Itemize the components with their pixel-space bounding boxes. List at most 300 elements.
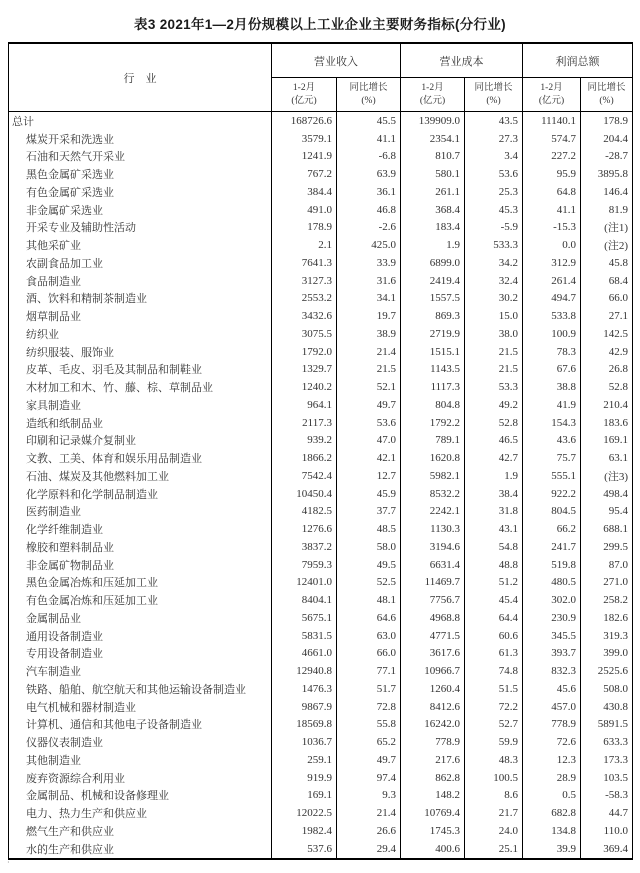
value-cell: 46.8 (337, 201, 401, 219)
value-cell: 1792.0 (272, 343, 337, 361)
value-cell: 832.3 (523, 662, 581, 680)
value-cell: 384.4 (272, 183, 337, 201)
value-cell: 4182.5 (272, 503, 337, 521)
value-cell: 258.2 (581, 591, 633, 609)
value-cell: 49.7 (337, 751, 401, 769)
value-cell: 28.9 (523, 769, 581, 787)
industry-name: 电力、热力生产和供应业 (26, 808, 147, 821)
table-row (9, 840, 633, 859)
table-row (9, 645, 633, 663)
table-row (9, 787, 633, 805)
value-cell: 3.4 (465, 148, 523, 166)
value-cell: 3194.6 (401, 538, 465, 556)
cost-value-header-line2: (亿元) (419, 95, 446, 106)
value-cell: 134.8 (523, 822, 581, 840)
industry-name: 化学纤维制造业 (26, 524, 103, 537)
table-row (9, 574, 633, 592)
value-cell: 4771.5 (401, 627, 465, 645)
industry-name: 印刷和记录媒介复制业 (26, 435, 136, 448)
value-cell: 8404.1 (272, 591, 337, 609)
value-cell: 7959.3 (272, 556, 337, 574)
value-cell: 11140.1 (523, 112, 581, 130)
table-row (9, 538, 633, 556)
value-cell: 2525.6 (581, 662, 633, 680)
revenue-value-header (272, 78, 337, 112)
value-cell: 10769.4 (401, 804, 465, 822)
profit-growth-header-line1: 同比增长 (587, 82, 626, 93)
value-cell: 2354.1 (401, 130, 465, 148)
value-cell: 1117.3 (401, 378, 465, 396)
value-cell: 74.8 (465, 662, 523, 680)
table-row (9, 804, 633, 822)
value-cell: 1557.5 (401, 290, 465, 308)
value-cell: 2242.1 (401, 503, 465, 521)
value-cell: 8412.6 (401, 698, 465, 716)
value-cell: 259.1 (272, 751, 337, 769)
value-cell: 52.5 (337, 574, 401, 592)
value-cell: 368.4 (401, 201, 465, 219)
revenue-growth-header-line2: (%) (361, 95, 376, 106)
value-cell: 9867.9 (272, 698, 337, 716)
table-row (9, 520, 633, 538)
value-cell: 2.1 (272, 236, 337, 254)
value-cell: 6631.4 (401, 556, 465, 574)
industry-name: 纺织业 (26, 328, 59, 341)
value-cell: 3895.8 (581, 165, 633, 183)
value-cell: 66.0 (337, 645, 401, 663)
value-cell: 78.3 (523, 343, 581, 361)
table-row (9, 609, 633, 627)
table-row (9, 716, 633, 734)
value-cell: 47.0 (337, 432, 401, 450)
value-cell: 45.3 (465, 201, 523, 219)
revenue-growth-header-line1: 同比增长 (349, 82, 388, 93)
value-cell: 182.6 (581, 609, 633, 627)
industry-name: 石油、煤炭及其他燃料加工业 (26, 470, 169, 483)
footnote-mark: · (7, 858, 10, 867)
value-cell: 261.1 (401, 183, 465, 201)
value-cell: 37.7 (337, 503, 401, 521)
value-cell: 4661.0 (272, 645, 337, 663)
table-row (9, 698, 633, 716)
industry-column-header: 行 业 (9, 43, 272, 112)
value-cell: 38.8 (523, 378, 581, 396)
value-cell: 183.6 (581, 414, 633, 432)
value-cell: 100.9 (523, 325, 581, 343)
value-cell: 25.1 (465, 840, 523, 859)
value-cell: 789.1 (401, 432, 465, 450)
value-cell: 210.4 (581, 396, 633, 414)
profit-value-header-line2: (亿元) (538, 95, 565, 106)
value-cell: 319.3 (581, 627, 633, 645)
value-cell: (注2) (581, 236, 633, 254)
value-cell: 204.4 (581, 130, 633, 148)
value-cell: 64.8 (523, 183, 581, 201)
industry-name: 石油和天然气开采业 (26, 151, 125, 164)
value-cell: 52.7 (465, 716, 523, 734)
value-cell: 430.8 (581, 698, 633, 716)
cost-value-header-line1: 1-2月 (421, 82, 444, 93)
industry-name: 仪器仪表制造业 (26, 737, 103, 750)
industry-name: 废弃资源综合利用业 (26, 772, 125, 785)
value-cell: 72.2 (465, 698, 523, 716)
value-cell: 39.9 (523, 840, 581, 859)
value-cell: 230.9 (523, 609, 581, 627)
industry-name: 铁路、船舶、航空航天和其他运输设备制造业 (26, 683, 246, 696)
table-row (9, 201, 633, 219)
cost-growth-header-line1: 同比增长 (474, 82, 513, 93)
value-cell: 26.6 (337, 822, 401, 840)
value-cell: 51.2 (465, 574, 523, 592)
value-cell: 533.3 (465, 236, 523, 254)
industry-name: 木材加工和木、竹、藤、棕、草制品业 (26, 382, 213, 395)
value-cell: 45.9 (337, 485, 401, 503)
table-row (9, 130, 633, 148)
industry-name: 总计 (12, 115, 34, 128)
value-cell: 12401.0 (272, 574, 337, 592)
value-cell: 6899.0 (401, 254, 465, 272)
industry-name: 黑色金属矿采选业 (26, 169, 114, 182)
value-cell: 48.1 (337, 591, 401, 609)
value-cell: 9.3 (337, 787, 401, 805)
value-cell: 3837.2 (272, 538, 337, 556)
value-cell: 75.7 (523, 449, 581, 467)
table-row (9, 769, 633, 787)
value-cell: 12.7 (337, 467, 401, 485)
value-cell: 54.8 (465, 538, 523, 556)
value-cell: 32.4 (465, 272, 523, 290)
value-cell: 42.7 (465, 449, 523, 467)
value-cell: 48.5 (337, 520, 401, 538)
value-cell: 1260.4 (401, 680, 465, 698)
value-cell: 154.3 (523, 414, 581, 432)
industry-name: 煤炭开采和洗选业 (26, 133, 114, 146)
value-cell: 45.6 (523, 680, 581, 698)
value-cell: 11469.7 (401, 574, 465, 592)
value-cell: 46.5 (465, 432, 523, 450)
industry-name: 烟草制品业 (26, 311, 81, 324)
value-cell: 81.9 (581, 201, 633, 219)
value-cell: 45.4 (465, 591, 523, 609)
table-row (9, 503, 633, 521)
table-row (9, 662, 633, 680)
value-cell: 12.3 (523, 751, 581, 769)
table-row (9, 219, 633, 237)
value-cell: 34.1 (337, 290, 401, 308)
industry-name: 化学原料和化学制品制造业 (26, 488, 158, 501)
table-row (9, 733, 633, 751)
value-cell: 53.6 (465, 165, 523, 183)
table-row (9, 432, 633, 450)
value-cell: 66.0 (581, 290, 633, 308)
value-cell: 24.0 (465, 822, 523, 840)
value-cell: 15.0 (465, 307, 523, 325)
value-cell: 173.3 (581, 751, 633, 769)
value-cell: 10450.4 (272, 485, 337, 503)
value-cell: 5831.5 (272, 627, 337, 645)
value-cell: 43.1 (465, 520, 523, 538)
value-cell: 345.5 (523, 627, 581, 645)
industry-name: 非金属矿采选业 (26, 204, 103, 217)
industry-name: 其他制造业 (26, 754, 81, 767)
cost-growth-header-line2: (%) (486, 95, 501, 106)
table-row (9, 378, 633, 396)
value-cell: 2553.2 (272, 290, 337, 308)
value-cell: 68.4 (581, 272, 633, 290)
value-cell: -5.9 (465, 219, 523, 237)
value-cell: 939.2 (272, 432, 337, 450)
value-cell: 63.1 (581, 449, 633, 467)
value-cell: 480.5 (523, 574, 581, 592)
value-cell: 922.2 (523, 485, 581, 503)
table-row (9, 822, 633, 840)
financial-indicators-table (8, 42, 633, 860)
value-cell: 168726.6 (272, 112, 337, 130)
value-cell: 45.8 (581, 254, 633, 272)
value-cell: 45.5 (337, 112, 401, 130)
value-cell: 30.2 (465, 290, 523, 308)
industry-name: 燃气生产和供应业 (26, 825, 114, 838)
industry-name: 有色金属矿采选业 (26, 186, 114, 199)
value-cell: -58.3 (581, 787, 633, 805)
industry-name: 水的生产和供应业 (26, 843, 114, 856)
value-cell: 491.0 (272, 201, 337, 219)
value-cell: 5675.1 (272, 609, 337, 627)
table-row (9, 591, 633, 609)
value-cell: 580.1 (401, 165, 465, 183)
value-cell: 49.2 (465, 396, 523, 414)
value-cell: 100.5 (465, 769, 523, 787)
profit-growth-header-line2: (%) (599, 95, 614, 106)
revenue-growth-header (337, 78, 401, 112)
value-cell: 1241.9 (272, 148, 337, 166)
value-cell: 1866.2 (272, 449, 337, 467)
value-cell: 41.1 (523, 201, 581, 219)
value-cell: 399.0 (581, 645, 633, 663)
value-cell: 7641.3 (272, 254, 337, 272)
table-row (9, 307, 633, 325)
value-cell: 87.0 (581, 556, 633, 574)
value-cell: 27.3 (465, 130, 523, 148)
value-cell: 0.5 (523, 787, 581, 805)
value-cell: 64.6 (337, 609, 401, 627)
value-cell: 1329.7 (272, 361, 337, 379)
value-cell: 61.3 (465, 645, 523, 663)
value-cell: 688.1 (581, 520, 633, 538)
value-cell: 63.9 (337, 165, 401, 183)
profit-group-header: 利润总额 (523, 43, 633, 78)
value-cell: 52.1 (337, 378, 401, 396)
industry-name: 其他采矿业 (26, 240, 81, 253)
industry-name: 电气机械和器材制造业 (26, 701, 136, 714)
value-cell: 7542.4 (272, 467, 337, 485)
value-cell: 1130.3 (401, 520, 465, 538)
value-cell: 41.1 (337, 130, 401, 148)
value-cell: 72.6 (523, 733, 581, 751)
value-cell: 400.6 (401, 840, 465, 859)
value-cell: 21.5 (337, 361, 401, 379)
industry-name: 计算机、通信和其他电子设备制造业 (26, 719, 202, 732)
value-cell: 21.5 (465, 343, 523, 361)
table-body (9, 112, 633, 859)
value-cell: 139909.0 (401, 112, 465, 130)
value-cell: 95.4 (581, 503, 633, 521)
value-cell: 12022.5 (272, 804, 337, 822)
value-cell: 555.1 (523, 467, 581, 485)
value-cell: 804.8 (401, 396, 465, 414)
value-cell: 25.3 (465, 183, 523, 201)
value-cell: 1276.6 (272, 520, 337, 538)
value-cell: 16242.0 (401, 716, 465, 734)
value-cell: 633.3 (581, 733, 633, 751)
cost-value-header (401, 78, 465, 112)
industry-name: 文教、工美、体育和娱乐用品制造业 (26, 453, 202, 466)
value-cell: 55.8 (337, 716, 401, 734)
industry-name: 食品制造业 (26, 275, 81, 288)
value-cell: 51.5 (465, 680, 523, 698)
value-cell: 1620.8 (401, 449, 465, 467)
profit-value-header (523, 78, 581, 112)
value-cell: 43.6 (523, 432, 581, 450)
revenue-value-header-line1: 1-2月 (292, 82, 316, 93)
value-cell: 682.8 (523, 804, 581, 822)
value-cell: 1745.3 (401, 822, 465, 840)
value-cell: 494.7 (523, 290, 581, 308)
value-cell: 1143.5 (401, 361, 465, 379)
value-cell: 3432.6 (272, 307, 337, 325)
table-row (9, 449, 633, 467)
value-cell: 49.5 (337, 556, 401, 574)
value-cell: 95.9 (523, 165, 581, 183)
value-cell: 19.7 (337, 307, 401, 325)
value-cell: 5982.1 (401, 467, 465, 485)
industry-name: 金属制品业 (26, 612, 81, 625)
table-row (9, 183, 633, 201)
value-cell: 0.0 (523, 236, 581, 254)
value-cell: 97.4 (337, 769, 401, 787)
table-row (9, 361, 633, 379)
value-cell: (注3) (581, 467, 633, 485)
table-row (9, 467, 633, 485)
value-cell: 3127.3 (272, 272, 337, 290)
industry-name: 家具制造业 (26, 399, 81, 412)
value-cell: 178.9 (272, 219, 337, 237)
value-cell: 1240.2 (272, 378, 337, 396)
value-cell: -2.6 (337, 219, 401, 237)
value-cell: 178.9 (581, 112, 633, 130)
industry-name: 专用设备制造业 (26, 648, 103, 661)
value-cell: 60.6 (465, 627, 523, 645)
value-cell: 142.5 (581, 325, 633, 343)
value-cell: 146.4 (581, 183, 633, 201)
value-cell: 393.7 (523, 645, 581, 663)
value-cell: 2719.9 (401, 325, 465, 343)
value-cell: 21.4 (337, 804, 401, 822)
value-cell: 2117.3 (272, 414, 337, 432)
value-cell: 33.9 (337, 254, 401, 272)
value-cell: -28.7 (581, 148, 633, 166)
value-cell: 8.6 (465, 787, 523, 805)
industry-name: 医药制造业 (26, 506, 81, 519)
value-cell: (注1) (581, 219, 633, 237)
table-row (9, 165, 633, 183)
table-row (9, 485, 633, 503)
value-cell: 63.0 (337, 627, 401, 645)
table-row (9, 751, 633, 769)
value-cell: 38.9 (337, 325, 401, 343)
table-row (9, 396, 633, 414)
value-cell: 862.8 (401, 769, 465, 787)
value-cell: 27.1 (581, 307, 633, 325)
value-cell: 227.2 (523, 148, 581, 166)
table-header (9, 43, 633, 112)
table-row (9, 343, 633, 361)
value-cell: 261.4 (523, 272, 581, 290)
value-cell: 3075.5 (272, 325, 337, 343)
industry-name: 橡胶和塑料制品业 (26, 541, 114, 554)
value-cell: 804.5 (523, 503, 581, 521)
value-cell: 4968.8 (401, 609, 465, 627)
value-cell: 53.6 (337, 414, 401, 432)
value-cell: 42.1 (337, 449, 401, 467)
value-cell: 1476.3 (272, 680, 337, 698)
revenue-value-header-line2: (亿元) (291, 95, 317, 106)
value-cell: 77.1 (337, 662, 401, 680)
value-cell: 41.9 (523, 396, 581, 414)
table-row (9, 148, 633, 166)
value-cell: 2419.4 (401, 272, 465, 290)
page-title: 表3 2021年1—2月份规模以上工业企业主要财务指标(分行业) (134, 17, 506, 32)
value-cell: 312.9 (523, 254, 581, 272)
value-cell: 18569.8 (272, 716, 337, 734)
value-cell: 51.7 (337, 680, 401, 698)
value-cell: 1982.4 (272, 822, 337, 840)
table-row (9, 272, 633, 290)
value-cell: 103.5 (581, 769, 633, 787)
industry-name: 皮革、毛皮、羽毛及其制品和制鞋业 (26, 364, 202, 377)
value-cell: 5891.5 (581, 716, 633, 734)
table-row (9, 556, 633, 574)
industry-name: 有色金属冶炼和压延加工业 (26, 595, 158, 608)
value-cell: 64.4 (465, 609, 523, 627)
value-cell: 574.7 (523, 130, 581, 148)
value-cell: 183.4 (401, 219, 465, 237)
industry-name: 造纸和纸制品业 (26, 417, 103, 430)
value-cell: 38.4 (465, 485, 523, 503)
value-cell: 271.0 (581, 574, 633, 592)
value-cell: 21.5 (465, 361, 523, 379)
industry-name: 汽车制造业 (26, 666, 81, 679)
table-row (9, 414, 633, 432)
value-cell: 778.9 (523, 716, 581, 734)
value-cell: 169.1 (581, 432, 633, 450)
value-cell: 34.2 (465, 254, 523, 272)
value-cell: 72.8 (337, 698, 401, 716)
profit-value-header-line1: 1-2月 (540, 82, 563, 93)
value-cell: 110.0 (581, 822, 633, 840)
value-cell: 1.9 (465, 467, 523, 485)
value-cell: 29.4 (337, 840, 401, 859)
industry-name: 农副食品加工业 (26, 257, 103, 270)
value-cell: 508.0 (581, 680, 633, 698)
value-cell: 52.8 (465, 414, 523, 432)
value-cell: 533.8 (523, 307, 581, 325)
value-cell: 59.9 (465, 733, 523, 751)
value-cell: 217.6 (401, 751, 465, 769)
value-cell: 3579.1 (272, 130, 337, 148)
value-cell: 26.8 (581, 361, 633, 379)
value-cell: 67.6 (523, 361, 581, 379)
